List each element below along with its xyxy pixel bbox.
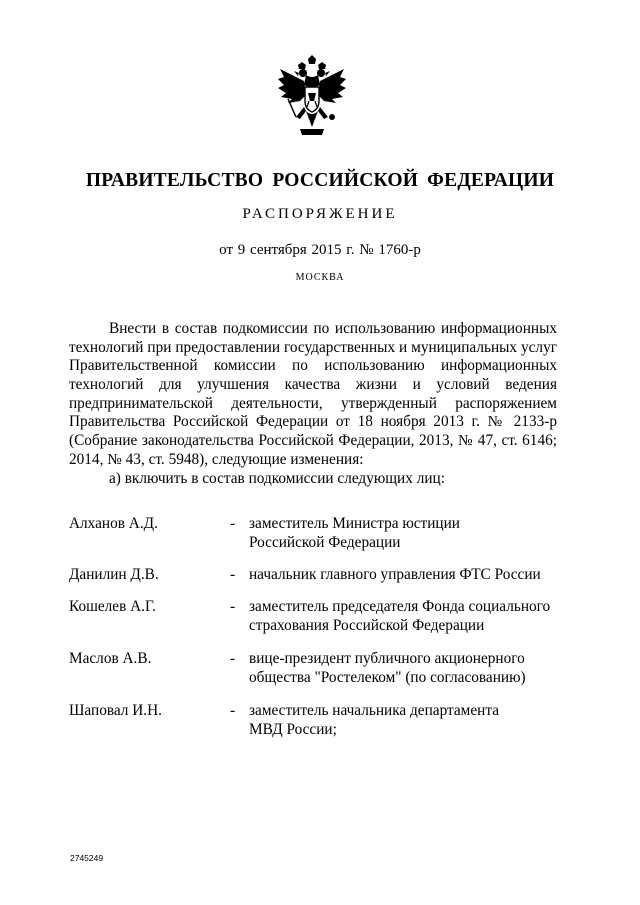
position-line: заместитель Министра юстиции [249, 515, 460, 532]
position-line: заместитель председателя Фонда социального [249, 598, 551, 615]
person-dash: - [230, 566, 236, 583]
person-name: Маслов А.В. [69, 650, 152, 667]
person-position [249, 598, 579, 635]
person-position [249, 515, 579, 552]
intro-line: технологий при предоставлении государственных и муниципальных услуг [69, 338, 557, 356]
coat-of-arms-icon [276, 55, 348, 139]
intro-paragraph [69, 320, 557, 488]
document-city: МОСКВА [295, 272, 345, 283]
intro-line: (Собрание законодательства Российской Федерации, 2013, № 47, ст. 6146; [69, 432, 557, 450]
document-code: 2745249 [70, 853, 104, 863]
person-dash: - [230, 650, 236, 667]
intro-line: технологий для улучшения качества жизни и условий ведения [69, 376, 557, 394]
person-name: Шаповал И.Н. [69, 702, 162, 719]
person-name: Данилин Д.В. [69, 566, 159, 583]
intro-line: Правительственной комиссии по использованию информационных [69, 357, 557, 375]
position-line: страхования Российской Федерации [249, 616, 485, 634]
person-dash: - [230, 702, 236, 719]
intro-line: Внести в состав подкомиссии по использованию информационных [109, 320, 557, 337]
position-line: вице-президент публичного акционерного [249, 650, 525, 667]
person-dash: - [230, 598, 236, 615]
position-line: Российской Федерации [249, 533, 401, 551]
subitem-a: а) включить в состав подкомиссии следующих лиц: [109, 469, 445, 487]
person-name: Кошелев А.Г. [69, 598, 156, 615]
person-name: Алханов А.Д. [69, 515, 158, 532]
position-line: МВД России; [249, 720, 337, 738]
government-title: ПРАВИТЕЛЬСТВО РОССИЙСКОЙ ФЕДЕРАЦИИ [85, 170, 555, 191]
person-position [249, 566, 579, 585]
intro-line: Правительства Российской Федерации от 18 ноября 2013 г. № 2133-р [69, 413, 557, 431]
position-line: общества "Ростелеком" (по согласованию) [249, 668, 526, 686]
position-line: заместитель начальника департамента [249, 702, 500, 719]
person-position [249, 702, 579, 739]
person-position [249, 650, 579, 687]
document-type: РАСПОРЯЖЕНИЕ [242, 206, 398, 222]
person-dash: - [230, 515, 236, 532]
position-line: начальник главного управления ФТС России [249, 566, 541, 583]
intro-line: 2014, № 43, ст. 5948), следующие изменения: [69, 450, 364, 468]
document-date-number: от 9 сентября 2015 г. № 1760-р [219, 242, 421, 258]
intro-line: предпринимательской деятельности, утвержденный распоряжением [69, 394, 557, 412]
